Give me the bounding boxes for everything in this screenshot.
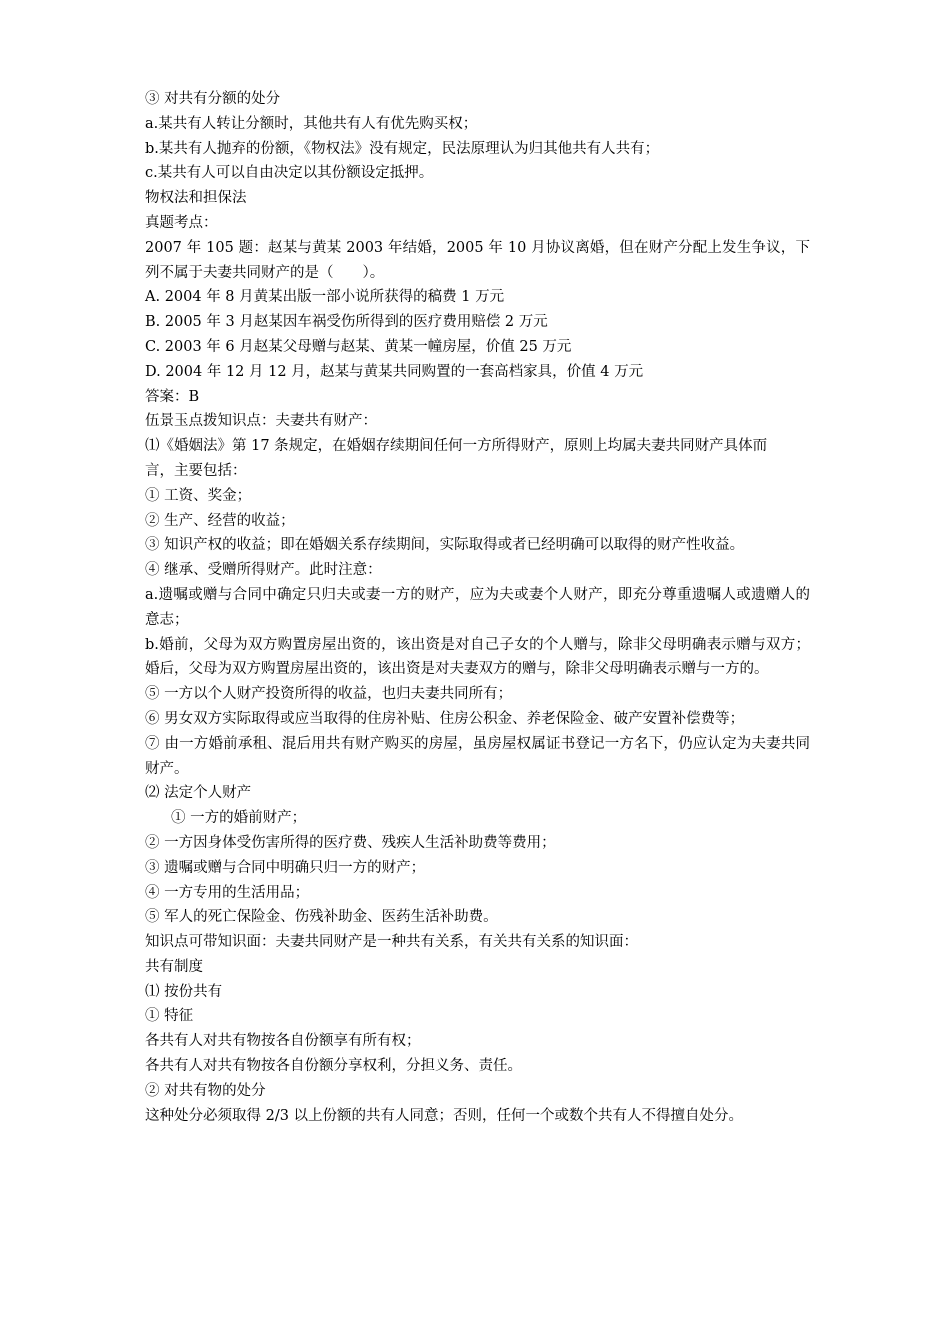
exam-question: 2007 年 105 题：赵某与黄某 2003 年结婚，2005 年 10 月协议离婚，但在财产分配上发生争议，下列不属于夫妻共同财产的是（ ）。: [145, 239, 810, 281]
list-item: ⑥ 男女双方实际取得或应当取得的住房补贴、住房公积金、养老保险金、破产安置补偿费等；: [145, 710, 745, 727]
list-item: ① 一方的婚前财产；: [171, 810, 307, 827]
list-item: ⑤ 军人的死亡保险金、伤残补助金、医药生活补助费。: [145, 909, 498, 926]
text-line: 各共有人对共有物按各自份额享有所有权；: [145, 1033, 421, 1050]
subsection-heading: ⑴ 按份共有: [145, 983, 223, 1000]
list-item: ⑦ 由一方婚前承租、混后用共有财产购买的房屋，虽房屋权属证书登记一方名下，仍应认定为夫妻共同财产。: [145, 735, 810, 777]
list-item: ② 对共有物的处分: [145, 1082, 266, 1099]
list-item: b.婚前，父母为双方购置房屋出资的，该出资是对自己子女的个人赠与，除非父母明确表示赠与双方；婚后，父母为双方购置房屋出资的，该出资是对夫妻双方的赠与，除非父母明确表示赠与一方的。: [145, 636, 810, 678]
list-item: ③ 知识产权的收益；即在婚姻关系存续期间，实际取得或者已经明确可以取得的财产性收益。: [145, 537, 745, 554]
list-item: ④ 继承、受赠所得财产。此时注意：: [145, 562, 382, 579]
list-item: ② 生产、经营的收益；: [145, 512, 295, 529]
text-line: 言，主要包括：: [145, 462, 247, 479]
text-line: c.某共有人可以自由决定以其份额设定抵押。: [145, 165, 434, 182]
text-line: 这种处分必须取得 2/3 以上份额的共有人同意；否则，任何一个或数个共有人不得擅自处分。: [145, 1107, 744, 1124]
list-item: ③ 遗嘱或赠与合同中明确只归一方的财产；: [145, 859, 426, 876]
text-line: b.某共有人抛弃的份额，《物权法》没有规定，民法原理认为归其他共有人共有；: [145, 140, 660, 157]
answer-line: 答案：B: [145, 388, 200, 405]
subsection-heading: ⑵ 法定个人财产: [145, 785, 252, 802]
answer-option-a: A. 2004 年 8 月黄某出版一部小说所获得的稿费 1 万元: [145, 289, 505, 306]
list-item: ② 一方因身体受伤害所得的医疗费、残疾人生活补助费等费用；: [145, 834, 556, 851]
answer-option-b: B. 2005 年 3 月赵某因车祸受伤所得到的医疗费用赔偿 2 万元: [145, 314, 548, 331]
section-subheading: 真题考点：: [145, 214, 218, 231]
document-page: [145, 87, 810, 1128]
section-heading: 共有制度: [145, 958, 203, 975]
list-item: ① 工资、奖金；: [145, 487, 252, 504]
section-heading: 物权法和担保法: [145, 190, 247, 207]
list-item: ① 特征: [145, 1008, 194, 1025]
text-line: 各共有人对共有物按各自份额分享权利，分担义务、责任。: [145, 1058, 522, 1075]
text-line: ③ 对共有分额的处分: [145, 91, 281, 107]
text-line: a.某共有人转让分额时，其他共有人有优先购买权；: [145, 115, 478, 132]
list-item: ④ 一方专用的生活用品；: [145, 884, 310, 901]
list-item: a.遗嘱或赠与合同中确定只归夫或妻一方的财产，应为夫或妻个人财产，即充分尊重遗嘱人或遗赠人的意志；: [145, 586, 810, 628]
text-line: ⑴《婚姻法》第 17 条规定，在婚姻存续期间任何一方所得财产，原则上均属夫妻共同财产具体而: [145, 438, 768, 455]
answer-option-d: D. 2004 年 12 月 12 月，赵某与黄某共同购置的一套高档家具，价值 4 万元: [145, 363, 644, 380]
text-line: 知识点可带知识面：夫妻共同财产是一种共有关系，有关共有关系的知识面：: [145, 934, 638, 951]
knowledge-point-heading: 伍景玉点拨知识点：夫妻共有财产：: [145, 413, 377, 430]
list-item: ⑤ 一方以个人财产投资所得的收益，也归夫妻共同所有；: [145, 686, 513, 703]
answer-option-c: C. 2003 年 6 月赵某父母赠与赵某、黄某一幢房屋，价值 25 万元: [145, 338, 572, 355]
